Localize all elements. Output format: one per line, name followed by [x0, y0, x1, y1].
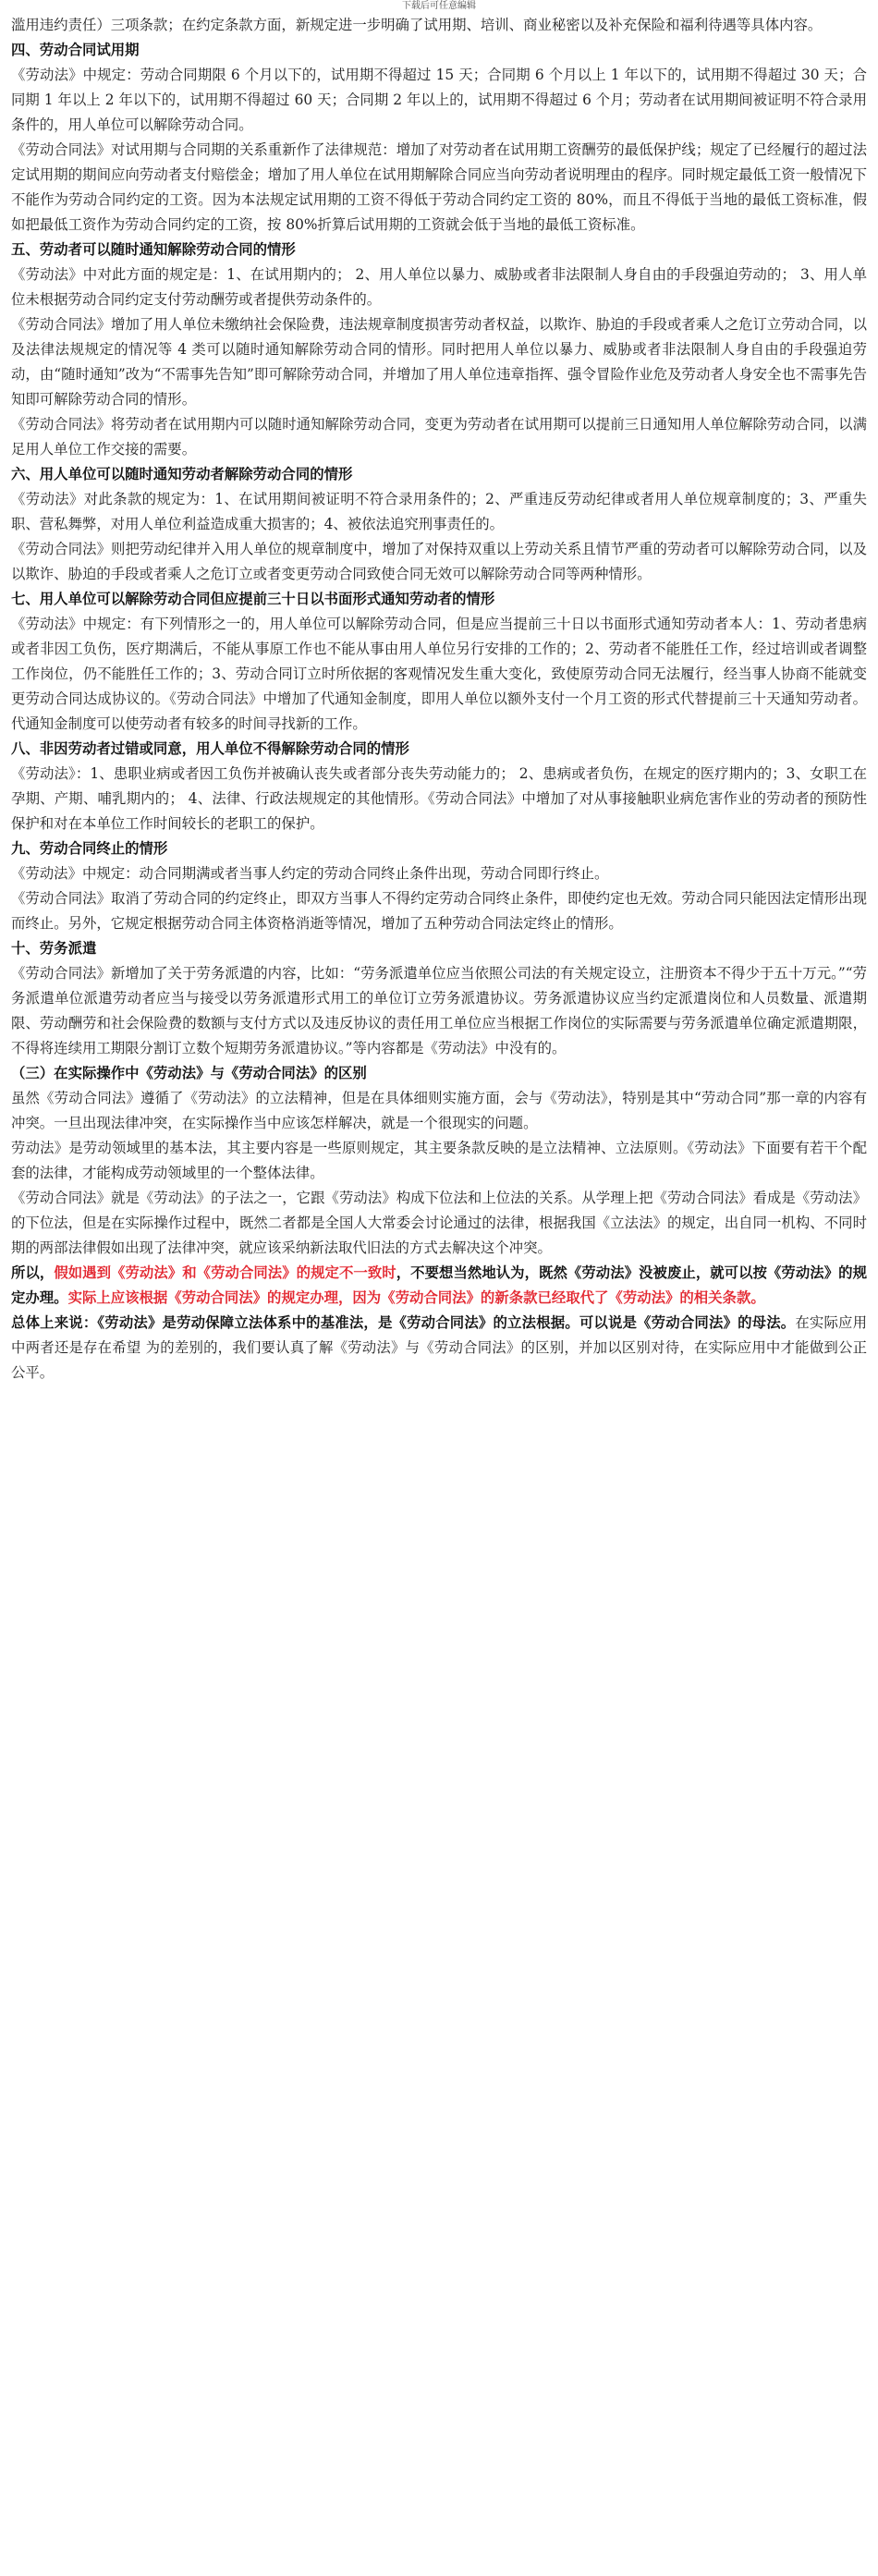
document-body [11, 13, 867, 1386]
paragraph: 《劳动法》：1、患职业病或者因工负伤并被确认丧失或者部分丧失劳动能力的； 2、患病或者负伤，在规定的医疗期内的；3、女职工在孕期、产期、哺乳期内的； 4、法律、行政法规规定的其他情形。《劳动合同法》中增加了对从事接触职业病危害作业的劳动者的预防性保护和对在本单位工作时间较长的老职工的保护。 [11, 765, 867, 832]
bold-text: ，不要想当然地认为，既然《劳动法》没被废止，就可以按《劳动法》的规定办理。 [11, 1264, 867, 1306]
section-heading: 四、劳动合同试用期 [11, 42, 140, 58]
section-heading: 六、用人单位可以随时通知劳动者解除劳动合同的情形 [11, 466, 353, 482]
highlight-text: 假如遇到《劳动法》和《劳动合同法》的规定不一致时 [54, 1264, 396, 1281]
paragraph: 《劳动合同法》新增加了关于劳务派遣的内容，比如：“劳务派遣单位应当依照公司法的有关规定设立，注册资本不得少于五十万元。”“劳务派遣单位派遣劳动者应当与接受以劳务派遣形式用工的单位订立劳务派遣协议。劳务派遣协议应当约定派遣岗位和人员数量、派遣期限、劳动酬劳和社会保险费的数额与支付方式以及违反协议的责任用工单位应当根据工作岗位的实际需要与劳务派遣单位确定派遣期限，不得将连续用工期限分割订立数个短期劳务派遣协议。”等内容都是《劳动法》中没有的。 [11, 965, 867, 1056]
bold-text: 所以， [11, 1264, 55, 1281]
emphasis-paragraph [11, 1261, 867, 1311]
section-heading: 五、劳动者可以随时通知解除劳动合同的情形 [11, 241, 296, 258]
paragraph: 劳动法》是劳动领域里的基本法，其主要内容是一些原则规定，其主要条款反映的是立法精神、立法原则。《劳动法》下面要有若干个配套的法律，才能构成劳动领域里的一个整体法律。 [11, 1140, 867, 1181]
paragraph: 滥用违约责任）三项条款；在约定条款方面，新规定进一步明确了试用期、培训、商业秘密以及补充保险和福利待遇等具体内容。 [11, 17, 823, 33]
paragraph: 虽然《劳动合同法》遵循了《劳动法》的立法精神，但是在具体细则实施方面，会与《劳动法》，特别是其中“劳动合同”那一章的内容有冲突。一旦出现法律冲突，在实际操作当中应该怎样解决，就是一个很现实的问题。 [11, 1090, 867, 1131]
paragraph: 《劳动法》对此条款的规定为：1、在试用期间被证明不符合录用条件的；2、严重违反劳动纪律或者用人单位规章制度的；3、严重失职、营私舞弊，对用人单位利益造成重大损害的；4、被依法追究刑事责任的。 [11, 491, 867, 532]
paragraph: 《劳动合同法》取消了劳动合同的约定终止，即双方当事人不得约定劳动合同终止条件，即使约定也无效。劳动合同只能因法定情形出现而终止。另外，它规定根据劳动合同主体资格消逝等情况，增加了五种劳动合同法定终止的情形。 [11, 890, 867, 932]
highlight-text: 实际上应该根据《劳动合同法》的规定办理，因为《劳动合同法》的新条款已经取代了《劳动法》的相关条款。 [67, 1289, 765, 1306]
emphasis-paragraph [11, 1311, 867, 1386]
paragraph: 《劳动法》中规定：劳动合同期限 6 个月以下的，试用期不得超过 15 天；合同期 6 个月以上 1 年以下的，试用期不得超过 30 天；合同期 1 年以上 2 年以下的，试用期不得超过 60 天；合同期 2 年以上的，试用期不得超过 6 个月；劳动者在试用期间被证明不符合录用条件的，用人单位可以解除劳动合同。 [11, 67, 867, 133]
paragraph: 《劳动合同法》对试用期与合同期的关系重新作了法律规范：增加了对劳动者在试用期工资酬劳的最低保护线；规定了已经履行的超过法定试用期的期间应向劳动者支付赔偿金；增加了用人单位在试用期解除合同应当向劳动者说明理由的程序。同时规定最低工资一般情况下不能作为劳动合同约定的工资。因为本法规定试用期的工资不得低于劳动合同约定工资的 80%，而且不得低于当地的最低工资标准，假如把最低工资作为劳动合同约定的工资，按 80%折算后试用期的工资就会低于当地的最低工资标准。 [11, 141, 867, 233]
bold-text: 总体上来说：《劳动法》是劳动保障立法体系中的基准法，是《劳动合同法》的立法根据。可以说是《劳动合同法》的母法。 [11, 1314, 796, 1331]
section-heading: 十、劳务派遣 [11, 940, 97, 957]
paragraph: 《劳动法》中对此方面的规定是：1、在试用期内的； 2、用人单位以暴力、威胁或者非法限制人身自由的手段强迫劳动的； 3、用人单位未根据劳动合同约定支付劳动酬劳或者提供劳动条件的。 [11, 266, 867, 308]
section-heading: 九、劳动合同终止的情形 [11, 840, 168, 857]
paragraph: 《劳动合同法》将劳动者在试用期内可以随时通知解除劳动合同，变更为劳动者在试用期可以提前三日通知用人单位解除劳动合同，以满足用人单位工作交接的需要。 [11, 416, 867, 458]
paragraph: 《劳动合同法》增加了用人单位未缴纳社会保险费，违法规章制度损害劳动者权益，以欺诈、胁迫的手段或者乘人之危订立劳动合同，以及法律法规规定的情况等 4 类可以随时通知解除劳动合同的情形。同时把用人单位以暴力、威胁或者非法限制人身自由的手段强迫劳动，由“随时通知”改为“不需事先告知”即可解除劳动合同，并增加了用人单位违章指挥、强令冒险作业危及劳动者人身安全也不需事先告知即可解除劳动合同的情形。 [11, 316, 867, 408]
section-heading: （三）在实际操作中《劳动法》与《劳动合同法》的区别 [11, 1065, 367, 1081]
paragraph: 《劳动合同法》则把劳动纪律并入用人单位的规章制度中，增加了对保持双重以上劳动关系且情节严重的劳动者可以解除劳动合同，以及以欺诈、胁迫的手段或者乘人之危订立或者变更劳动合同致使合同无效可以解除劳动合同等两种情形。 [11, 541, 867, 582]
text-run: 在实际应用中两者还是存在希望 为的差别的，我们要认真了解《劳动法》与《劳动合同法》的区别，并加以区别对待，在实际应用中才能做到公正公平。 [11, 1314, 867, 1381]
section-heading: 八、非因劳动者过错或同意，用人单位不得解除劳动合同的情形 [11, 740, 409, 757]
page-header: 下载后可任意编辑 [402, 1, 476, 11]
section-heading: 七、用人单位可以解除劳动合同但应提前三十日以书面形式通知劳动者的情形 [11, 591, 495, 607]
paragraph: 《劳动法》中规定：有下列情形之一的，用人单位可以解除劳动合同，但是应当提前三十日以书面形式通知劳动者本人：1、劳动者患病或者非因工负伤，医疗期满后，不能从事原工作也不能从事由用人单位另行安排的工作的；2、劳动者不能胜任工作，经过培训或者调整工作岗位，仍不能胜任工作的；3、劳动合同订立时所依据的客观情况发生重大变化，致使原劳动合同无法履行，经当事人协商不能就变更劳动合同达成协议的。《劳动合同法》中增加了代通知金制度，即用人单位以额外支付一个月工资的形式代替提前三十天通知劳动者。代通知金制度可以使劳动者有较多的时间寻找新的工作。 [11, 616, 867, 732]
paragraph: 《劳动法》中规定：动合同期满或者当事人约定的劳动合同终止条件出现，劳动合同即行终止。 [11, 865, 609, 882]
paragraph: 《劳动合同法》就是《劳动法》的子法之一，它跟《劳动法》构成下位法和上位法的关系。从学理上把《劳动合同法》看成是《劳动法》的下位法，但是在实际操作过程中，既然二者都是全国人大常委会讨论通过的法律，根据我国《立法法》的规定，出自同一机构、不同时期的两部法律假如出现了法律冲突，就应该采纳新法取代旧法的方式去解决这个冲突。 [11, 1190, 867, 1256]
